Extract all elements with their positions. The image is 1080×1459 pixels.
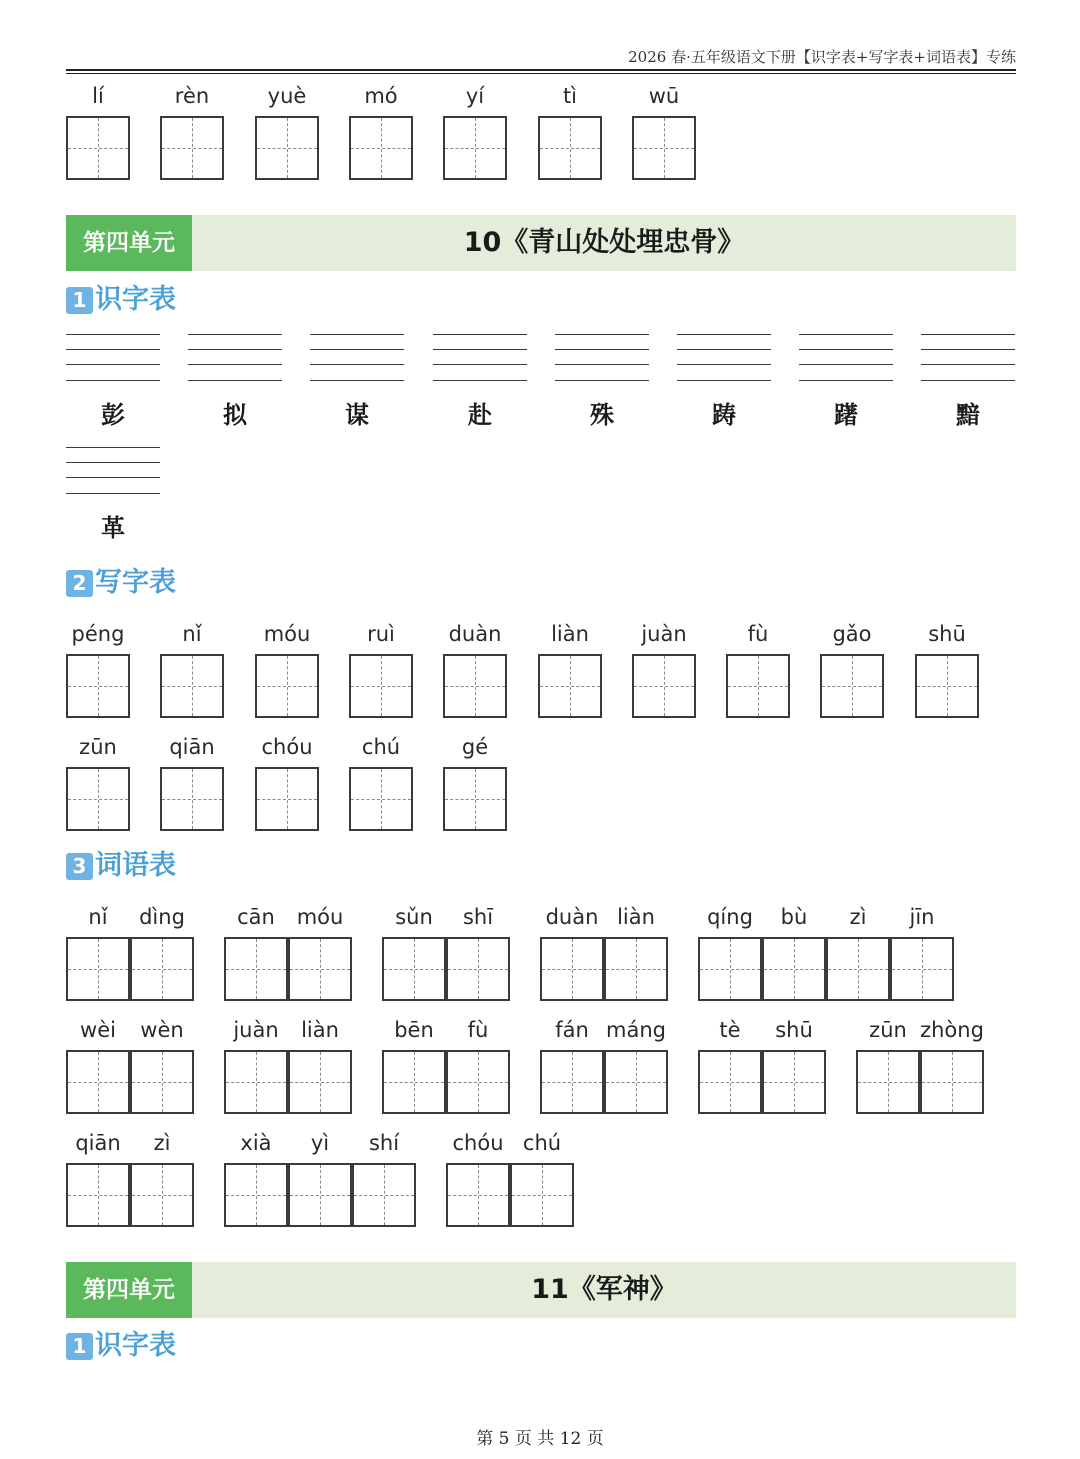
pinyin-label: qiān xyxy=(75,1131,121,1155)
word-writing-cell[interactable] xyxy=(446,1050,510,1114)
word-writing-cell[interactable] xyxy=(130,1163,194,1227)
word-writing-cell[interactable] xyxy=(826,937,890,1001)
word-writing-cell[interactable] xyxy=(224,937,288,1001)
header-rule xyxy=(66,69,1016,71)
pinyin-label: bù xyxy=(780,905,808,929)
writing-cell[interactable] xyxy=(443,116,507,180)
pinyin-writing-lines[interactable] xyxy=(921,334,1015,382)
pinyin-label: juàn xyxy=(233,1018,279,1042)
writing-cell[interactable] xyxy=(443,767,507,831)
header-rule-thin xyxy=(66,73,1016,74)
pinyin-label: yuè xyxy=(267,84,307,108)
pinyin-label: shī xyxy=(462,905,494,929)
word-writing-cell[interactable] xyxy=(288,937,352,1001)
pinyin-label: wèi xyxy=(80,1018,116,1042)
word-writing-cell[interactable] xyxy=(540,1050,604,1114)
word-writing-cell[interactable] xyxy=(352,1163,416,1227)
writing-cell[interactable] xyxy=(255,654,319,718)
pinyin-label: shū xyxy=(775,1018,813,1042)
pinyin-label: yí xyxy=(465,84,485,108)
word-writing-cell[interactable] xyxy=(130,1050,194,1114)
pinyin-label: tì xyxy=(562,84,578,108)
pinyin-label: bēn xyxy=(394,1018,434,1042)
pinyin-label: xià xyxy=(240,1131,272,1155)
pinyin-label: gǎo xyxy=(832,622,872,646)
pinyin-label: rèn xyxy=(174,84,210,108)
writing-cell[interactable] xyxy=(255,116,319,180)
pinyin-label: zì xyxy=(849,905,867,929)
pinyin-label: dìng xyxy=(139,905,185,929)
section-number-badge: 1 xyxy=(66,1333,93,1360)
writing-cell[interactable] xyxy=(538,116,602,180)
word-writing-cell[interactable] xyxy=(224,1050,288,1114)
writing-cell[interactable] xyxy=(349,116,413,180)
pinyin-label: chú xyxy=(522,1131,562,1155)
recognize-character: 赴 xyxy=(468,400,492,429)
unit-tag: 第四单元 xyxy=(66,1262,192,1318)
pinyin-label: péng xyxy=(71,622,125,646)
recognize-character: 殊 xyxy=(590,400,614,429)
pinyin-label: jīn xyxy=(909,905,935,929)
word-writing-cell[interactable] xyxy=(698,1050,762,1114)
section-label: 词语表 xyxy=(95,850,176,881)
lesson11-unit-bar xyxy=(66,1262,1016,1318)
pinyin-label: chóu xyxy=(452,1131,504,1155)
word-writing-cell[interactable] xyxy=(224,1163,288,1227)
section-label: 写字表 xyxy=(95,567,176,598)
writing-cell[interactable] xyxy=(255,767,319,831)
pinyin-writing-lines[interactable] xyxy=(799,334,893,382)
pinyin-writing-lines[interactable] xyxy=(433,334,527,382)
unit-tag: 第四单元 xyxy=(66,215,192,271)
word-writing-cell[interactable] xyxy=(762,937,826,1001)
pinyin-label: qíng xyxy=(707,905,753,929)
recognize-character: 拟 xyxy=(223,400,247,429)
section-label: 识字表 xyxy=(95,1330,176,1361)
writing-cell[interactable] xyxy=(160,654,224,718)
lesson-title: 10《青山处处埋忠骨》 xyxy=(463,227,745,258)
recognize-character: 彭 xyxy=(101,400,125,429)
word-writing-cell[interactable] xyxy=(66,1050,130,1114)
header-text: 2026 春·五年级语文下册【识字表+写字表+词语表】专练 xyxy=(628,48,1016,66)
recognize-character: 革 xyxy=(101,513,125,542)
writing-cell[interactable] xyxy=(820,654,884,718)
writing-cell[interactable] xyxy=(632,654,696,718)
pinyin-label: mó xyxy=(364,84,398,108)
pinyin-label: wèn xyxy=(140,1018,184,1042)
pinyin-label: duàn xyxy=(448,622,502,646)
pinyin-label: zūn xyxy=(79,735,117,759)
pinyin-label: juàn xyxy=(641,622,687,646)
page-footer: 第 5 页 共 12 页 xyxy=(476,1429,604,1449)
pinyin-label: sǔn xyxy=(395,905,433,929)
word-writing-cell[interactable] xyxy=(66,937,130,1001)
pinyin-label: qiān xyxy=(169,735,215,759)
pinyin-writing-lines[interactable] xyxy=(310,334,404,382)
pinyin-label: yì xyxy=(310,1131,330,1155)
section-number-badge: 3 xyxy=(66,853,93,880)
word-writing-cell[interactable] xyxy=(382,937,446,1001)
page-header xyxy=(0,40,1016,72)
word-writing-cell[interactable] xyxy=(762,1050,826,1114)
pinyin-label: zhòng xyxy=(920,1018,984,1042)
word-writing-cell[interactable] xyxy=(856,1050,920,1114)
writing-cell[interactable] xyxy=(160,767,224,831)
word-writing-cell[interactable] xyxy=(288,1050,352,1114)
pinyin-label: zūn xyxy=(869,1018,907,1042)
pinyin-writing-lines[interactable] xyxy=(677,334,771,382)
pinyin-label: móu xyxy=(263,622,311,646)
word-writing-cell[interactable] xyxy=(540,937,604,1001)
pinyin-writing-lines[interactable] xyxy=(66,334,160,382)
recognize-character: 踌 xyxy=(712,400,736,429)
pinyin-label: fù xyxy=(467,1018,489,1042)
word-writing-cell[interactable] xyxy=(446,1163,510,1227)
word-writing-cell[interactable] xyxy=(382,1050,446,1114)
writing-cell[interactable] xyxy=(66,654,130,718)
section-number-badge: 2 xyxy=(66,570,93,597)
pinyin-label: chóu xyxy=(261,735,313,759)
pinyin-label: nǐ xyxy=(182,622,202,646)
writing-cell[interactable] xyxy=(632,116,696,180)
pinyin-label: fù xyxy=(747,622,769,646)
pinyin-label: zì xyxy=(153,1131,171,1155)
pinyin-label: tè xyxy=(719,1018,741,1042)
word-writing-cell[interactable] xyxy=(890,937,954,1001)
section-label: 识字表 xyxy=(95,284,176,315)
writing-cell[interactable] xyxy=(349,654,413,718)
writing-cell[interactable] xyxy=(349,767,413,831)
recognize-character: 谋 xyxy=(345,400,369,429)
pinyin-label: duàn xyxy=(545,905,599,929)
pinyin-label: shí xyxy=(368,1131,400,1155)
writing-cell[interactable] xyxy=(443,654,507,718)
writing-cell[interactable] xyxy=(538,654,602,718)
lesson-title: 11《军神》 xyxy=(531,1274,677,1305)
pinyin-label: liàn xyxy=(301,1018,339,1042)
writing-cell[interactable] xyxy=(66,767,130,831)
word-writing-cell[interactable] xyxy=(698,937,762,1001)
word-writing-cell[interactable] xyxy=(604,1050,668,1114)
word-writing-cell[interactable] xyxy=(288,1163,352,1227)
writing-cell[interactable] xyxy=(915,654,979,718)
pinyin-label: wū xyxy=(648,84,680,108)
lesson10-unit-bar xyxy=(66,215,1016,271)
word-writing-cell[interactable] xyxy=(604,937,668,1001)
word-writing-cell[interactable] xyxy=(446,937,510,1001)
pinyin-writing-lines[interactable] xyxy=(555,334,649,382)
pinyin-label: cān xyxy=(237,905,275,929)
pinyin-label: máng xyxy=(606,1018,666,1042)
word-writing-cell[interactable] xyxy=(130,937,194,1001)
word-writing-cell[interactable] xyxy=(920,1050,984,1114)
pinyin-label: liàn xyxy=(617,905,655,929)
pinyin-label: lí xyxy=(92,84,104,108)
pinyin-label: gé xyxy=(461,735,489,759)
pinyin-label: shū xyxy=(928,622,966,646)
writing-cell[interactable] xyxy=(66,116,130,180)
section-number-badge: 1 xyxy=(66,287,93,314)
pinyin-label: ruì xyxy=(367,622,395,646)
recognize-character: 黯 xyxy=(956,400,980,429)
pinyin-writing-lines[interactable] xyxy=(66,447,160,495)
pinyin-label: móu xyxy=(296,905,344,929)
word-writing-cell[interactable] xyxy=(66,1163,130,1227)
pinyin-writing-lines[interactable] xyxy=(188,334,282,382)
pinyin-label: nǐ xyxy=(88,905,108,929)
writing-cell[interactable] xyxy=(160,116,224,180)
pinyin-label: fán xyxy=(555,1018,589,1042)
word-writing-cell[interactable] xyxy=(510,1163,574,1227)
recognize-character: 躇 xyxy=(834,400,858,429)
writing-cell[interactable] xyxy=(726,654,790,718)
pinyin-label: liàn xyxy=(551,622,589,646)
pinyin-label: chú xyxy=(361,735,401,759)
